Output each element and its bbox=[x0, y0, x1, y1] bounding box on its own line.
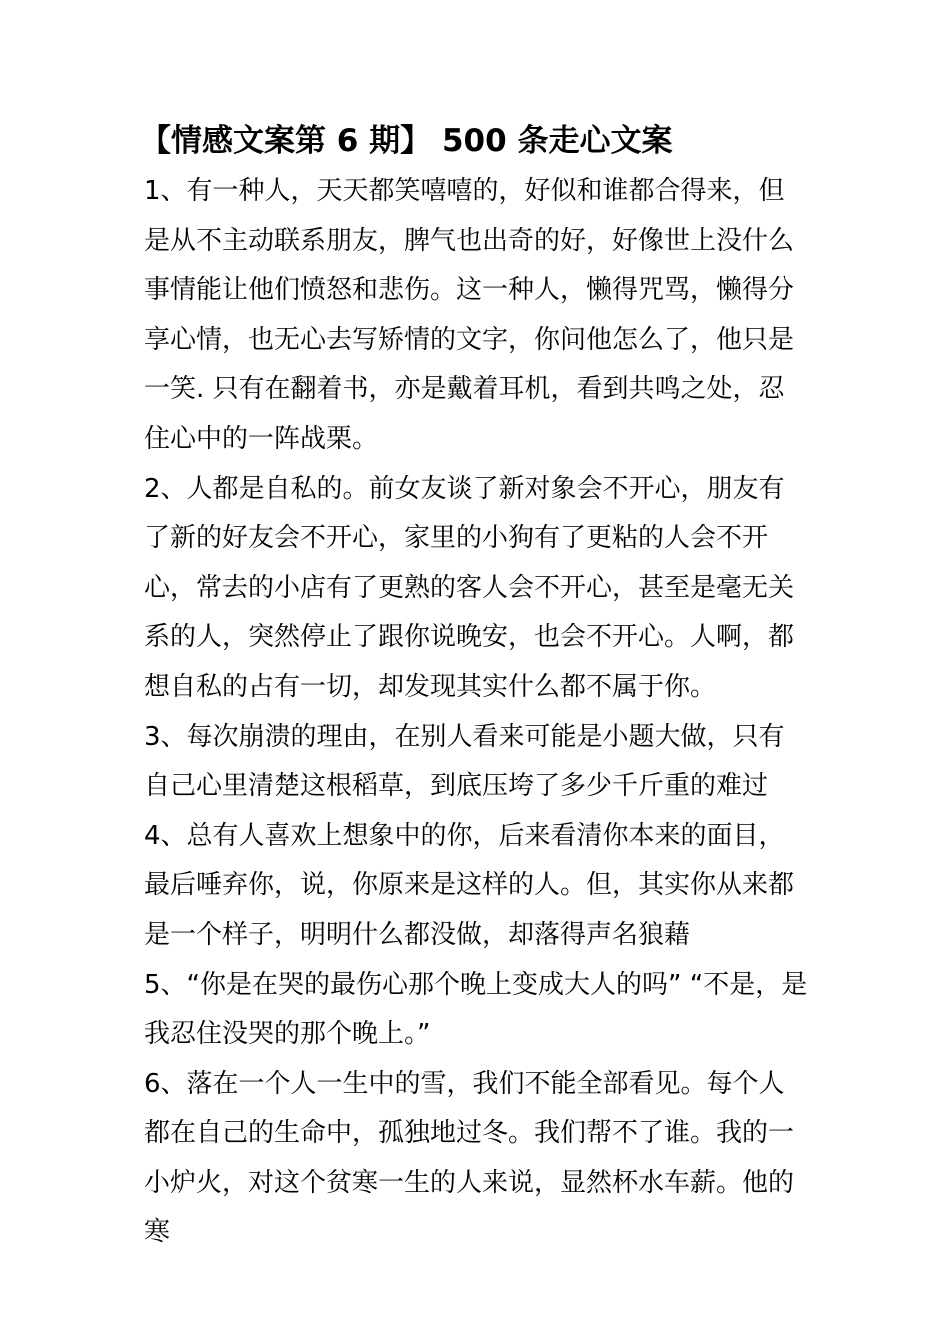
entry-4: 4、总有人喜欢上想象中的你，后来看清你本来的面目，最后唾弃你，说，你原来是这样的人。但，其实你从来都是一个样子，明明什么都没做，却落得声名狼藉 bbox=[144, 820, 795, 950]
entry-6: 6、落在一个人一生中的雪，我们不能全部看见。每个人都在自己的生命中，孤独地过冬。我们帮不了谁。我的一小炉火，对这个贫寒一生的人来说，显然杯水车薪。他的寒 bbox=[144, 1068, 795, 1248]
document-body bbox=[144, 167, 808, 1258]
entry-5: 5、“你是在哭的最伤心那个晚上变成大人的吗” “不是，是我忍住没哭的那个晚上。” bbox=[144, 969, 808, 1050]
entry-1: 1、有一种人，天天都笑嘻嘻的，好似和谁都合得来，但是从不主动联系朋友，脾气也出奇的好，好像世上没什么事情能让他们愤怒和悲伤。这一种人，懒得咒骂，懒得分享心情，也无心去写矫情的文字，你问他怎么了，他只是一笑. 只有在翻着书，亦是戴着耳机，看到共鸣之处，忍住心中的一阵战栗。 bbox=[144, 176, 795, 454]
entry-3: 3、每次崩溃的理由，在别人看来可能是小题大做，只有自己心里清楚这根稻草，到底压垮了多少千斤重的难过 bbox=[144, 721, 785, 802]
document-title: 【情感文案第 6 期】 500 条走心文案 bbox=[140, 123, 673, 159]
entry-2: 2、人都是自私的。前女友谈了新对象会不开心，朋友有了新的好友会不开心，家里的小狗有了更粘的人会不开心，常去的小店有了更熟的客人会不开心，甚至是毫无关系的人，突然停止了跟你说晚安，也会不开心。人啊，都想自私的占有一切，却发现其实什么都不属于你。 bbox=[144, 473, 795, 702]
